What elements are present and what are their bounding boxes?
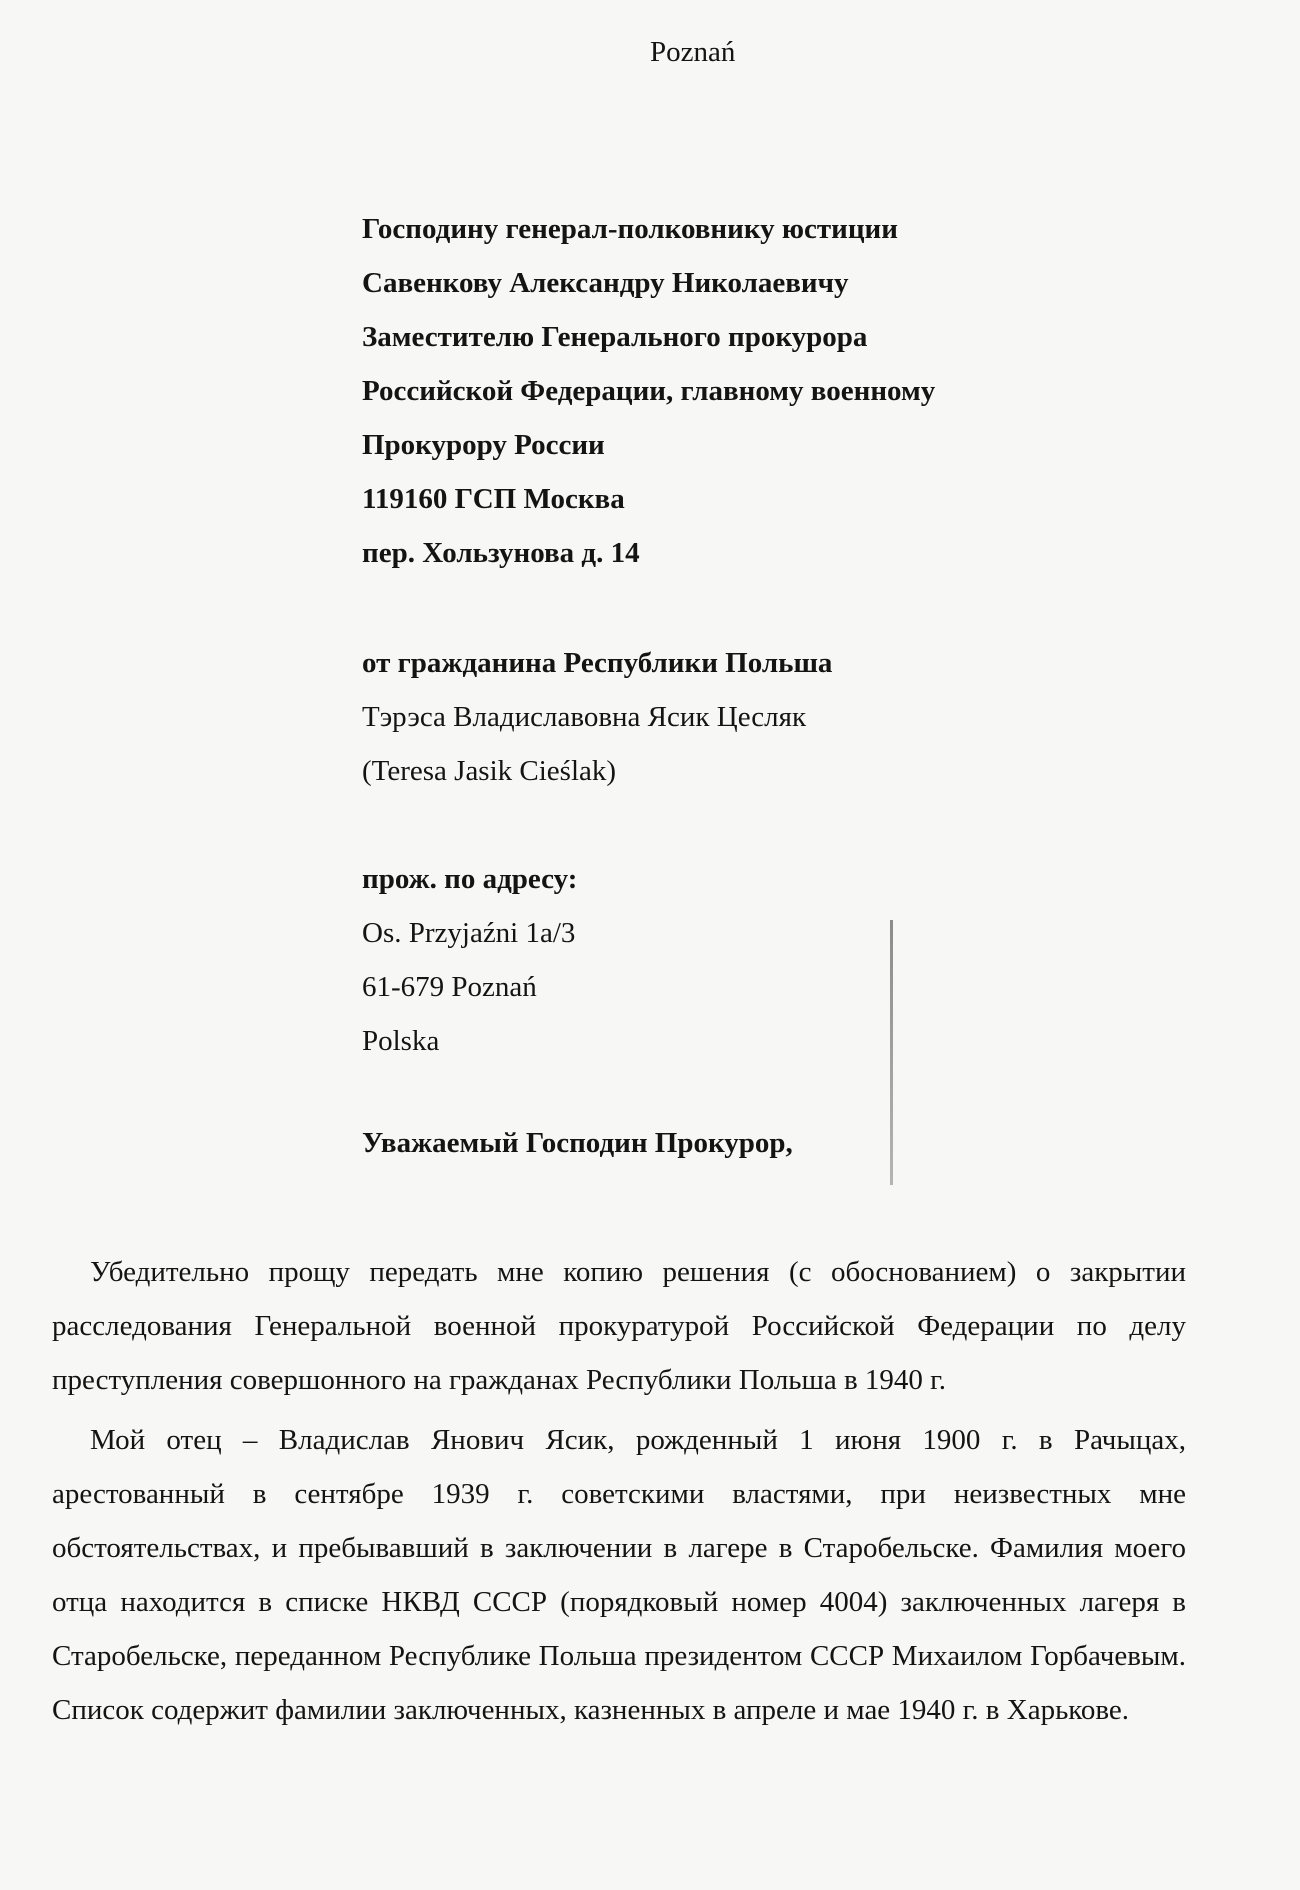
address-block [362,852,577,1068]
sender-block [362,636,832,798]
sender-name-ru: Тэрэса Владиславовна Ясик Цесляк [362,701,807,733]
addressee-block [362,202,935,580]
body-paragraph: Мой отец – Владислав Янович Ясик, рожденный 1 июня 1900 г. в Рачыцах, арестованный в сентябре 1939 г. советскими властями, при неизвестных мне обстоятельствах, и пребывавший в заключении в лагере в Старобельске. Фамилия моего отца находится в списке НКВД СССР (порядковый номер 4004) заключенных лагеря в Старобельске, переданном Республике Польша президентом СССР Михаилом Горбачевым. Список содержит фамилии заключенных, казненных в апреле и мае 1940 г. в Харькове. [52,1424,1186,1726]
addressee-line: 119160 ГСП Москва [362,483,625,515]
address-line: Os. Przyjaźni 1a/3 [362,917,576,949]
paper-fold-mark [890,920,893,1185]
letter-body [52,1245,1186,1737]
sender-name-pl: (Teresa Jasik Cieślak) [362,755,617,787]
address-heading: прож. по адресу: [362,863,578,895]
addressee-line: Заместителю Генерального прокурора [362,321,868,353]
address-line: 61-679 Poznań [362,971,537,1003]
addressee-line: Российской Федерации, главному военному [362,375,936,407]
sender-heading: от гражданина Республики Польша [362,647,833,679]
addressee-line: Савенкову Александру Николаевичу [362,267,849,299]
addressee-line: пер. Хользунова д. 14 [362,537,640,569]
body-paragraph: Убедительно прощу передать мне копию решения (с обоснованием) о закрытии расследования Генеральной военной прокуратурой Российской Федерации по делу преступления совершонного на гражданах Республики Польша в 1940 г. [52,1256,1186,1396]
addressee-line: Прокурору России [362,429,605,461]
greeting: Уважаемый Господин Прокурор, [362,1127,793,1159]
place-header: Poznań [650,36,736,68]
address-line: Polska [362,1025,440,1057]
addressee-line: Господину генерал-полковнику юстиции [362,213,898,245]
